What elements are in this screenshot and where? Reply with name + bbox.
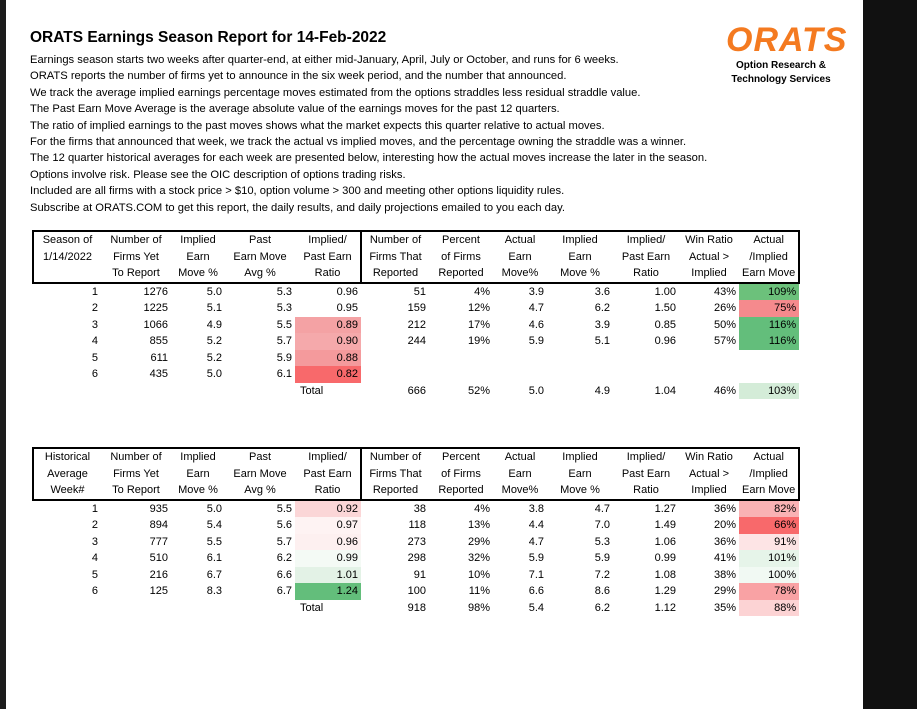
column-header: Actual > (688, 250, 730, 263)
table-cell: 4.7 (594, 502, 610, 515)
table-cell: 6.2 (594, 302, 610, 315)
column-header: Week# (33, 482, 101, 500)
empty-cell (171, 600, 225, 617)
total-cell: 98% (467, 601, 490, 614)
table-cell: 5.7 (276, 335, 292, 348)
table-cell: 51 (413, 285, 426, 298)
table-cell: 1.24 (295, 583, 361, 600)
column-header: Actual (739, 231, 799, 249)
table-cell: 0.90 (295, 333, 361, 350)
column-header: Avg % (225, 482, 295, 500)
table-cell: 5.2 (206, 351, 222, 364)
table-cell (429, 350, 493, 367)
column-header: Number of (101, 231, 171, 249)
intro-line: Options involve risk. Please see the OIC description of options trading risks. (30, 168, 406, 181)
column-header: Earn Move (233, 250, 287, 263)
table-cell: 5.3 (276, 302, 292, 315)
table-cell: 100 (407, 585, 426, 598)
table-cell: 29% (713, 585, 736, 598)
total-cell: 1.12 (654, 601, 676, 614)
table-cell: 43% (713, 285, 736, 298)
column-header: Firms Yet (113, 250, 159, 263)
table-cell: 10% (467, 568, 490, 581)
table-cell: 777 (149, 535, 168, 548)
intro-line: The ratio of implied earnings to the past moves shows what the market expects this quarter relative to actual moves. (30, 119, 605, 132)
table-cell: 1276 (143, 285, 168, 298)
table-row (33, 333, 799, 350)
table-cell: 5.9 (528, 335, 544, 348)
header-row (33, 466, 799, 483)
column-header: Firms That (369, 467, 422, 480)
total-label: Total (300, 384, 324, 397)
table-cell: 1.50 (654, 302, 676, 315)
table-cell: 6.7 (206, 568, 222, 581)
table-cell: 12% (467, 302, 490, 315)
table-cell: 1.01 (295, 567, 361, 584)
table-cell: 7.2 (594, 568, 610, 581)
table-cell: 6.1 (206, 552, 222, 565)
table-cell: 0.92 (295, 500, 361, 518)
table-cell: 1.00 (654, 285, 676, 298)
table-cell: 6.2 (276, 552, 292, 565)
table-cell: 5.9 (594, 552, 610, 565)
table-cell: 2 (91, 519, 98, 532)
table-cell: 6 (91, 368, 98, 381)
total-cell: 88% (739, 600, 799, 617)
table-row (33, 500, 799, 518)
column-header: Implied/ (295, 448, 361, 466)
table-cell: 5.3 (276, 285, 292, 298)
table-cell: 4% (474, 285, 490, 298)
table-cell: 57% (713, 335, 736, 348)
header-row (33, 265, 799, 283)
table-cell: 3 (91, 318, 98, 331)
table-cell: 78% (739, 583, 799, 600)
intro-line: ORATS reports the number of firms yet to announce in the six week period, and the number that announced. (30, 70, 567, 83)
column-header: /Implied (739, 466, 799, 483)
table-cell: 3.9 (528, 285, 544, 298)
table-cell: 5.0 (206, 368, 222, 381)
table-cell: 1 (91, 285, 98, 298)
table-cell: 5.5 (276, 502, 292, 515)
intro-text (30, 52, 750, 216)
table-row (33, 567, 799, 584)
intro-line: We track the average implied earnings percentage moves estimated from the options straddles less residual straddle value. (30, 86, 641, 99)
column-header: Implied (679, 265, 739, 283)
column-header: Percent (429, 448, 493, 466)
empty-cell (171, 383, 225, 400)
logo-mark: ORATS (726, 21, 848, 59)
column-header: Earn Move (739, 265, 799, 283)
table-row (33, 350, 799, 367)
table-cell: 91% (739, 534, 799, 551)
report-page (6, 0, 863, 709)
table-cell: 894 (149, 519, 168, 532)
table-cell: 6.1 (276, 368, 292, 381)
column-header: Past Earn (621, 250, 671, 263)
table-cell: 5 (91, 351, 98, 364)
intro-line: Earnings season starts two weeks after quarter-end, at either mid-January, April, July or October, and runs for 6 weeks. (30, 54, 619, 66)
column-header: Earn (186, 250, 210, 263)
table-cell: 5.9 (276, 351, 292, 364)
column-header: Earn (186, 467, 210, 480)
column-header: To Report (101, 482, 171, 500)
table-cell: 116% (739, 317, 799, 334)
column-header: Firms That (369, 250, 422, 263)
total-cell: 35% (713, 601, 736, 614)
logo-line1: Option Research & (735, 60, 827, 71)
column-header: Implied (171, 448, 225, 466)
column-header: Implied/ (613, 448, 679, 466)
column-header: To Report (101, 265, 171, 283)
column-header: Average (33, 466, 101, 483)
column-header: Move % (171, 482, 225, 500)
total-cell: 103% (739, 383, 799, 400)
table-cell: 4 (91, 552, 98, 565)
table-cell: 1.08 (654, 568, 676, 581)
column-header: Win Ratio (679, 231, 739, 249)
column-header: Implied/ (613, 231, 679, 249)
table-row (33, 583, 799, 600)
table-cell: 159 (407, 302, 426, 315)
column-header: Firms Yet (113, 467, 159, 480)
column-header: Move % (171, 265, 225, 283)
column-header: /Implied (739, 249, 799, 266)
table-cell (613, 350, 679, 367)
column-header: Ratio (613, 482, 679, 500)
table-cell: 1.27 (654, 502, 676, 515)
table-cell: 50% (713, 318, 736, 331)
table-cell: 19% (467, 335, 490, 348)
historical-average-table (32, 447, 800, 616)
empty-cell (101, 600, 171, 617)
column-header: Avg % (225, 265, 295, 283)
column-header: Implied/ (295, 231, 361, 249)
table-cell (493, 366, 547, 383)
table-cell: 32% (467, 552, 490, 565)
column-header: Reported (429, 482, 493, 500)
column-header: of Firms (441, 467, 481, 480)
column-header: Actual (493, 448, 547, 466)
table-cell: 3.8 (528, 502, 544, 515)
table-cell: 935 (149, 502, 168, 515)
table-cell: 5.1 (594, 335, 610, 348)
table-cell: 5.0 (206, 502, 222, 515)
column-header: Ratio (613, 265, 679, 283)
table-cell: 82% (739, 500, 799, 518)
intro-line: The 12 quarter historical averages for each week are presented below, interesting how the actual moves increase the later in the season. (30, 152, 708, 165)
total-row (33, 383, 799, 400)
table-cell: 510 (149, 552, 168, 565)
intro-line: Included are all firms with a stock price > $10, option volume > 300 and meeting other options liquidity rules. (30, 185, 565, 198)
table-cell: 8.3 (206, 585, 222, 598)
total-cell: 666 (407, 384, 426, 397)
table-cell: 0.96 (295, 534, 361, 551)
column-header: Earn Move (233, 467, 287, 480)
table-cell: 17% (467, 318, 490, 331)
logo-line2: Technology Services (731, 74, 831, 85)
table-cell: 5.4 (206, 519, 222, 532)
column-header: Past Earn (621, 467, 671, 480)
table-cell: 4.4 (528, 519, 544, 532)
table-cell: 244 (407, 335, 426, 348)
table-cell: 5.3 (594, 535, 610, 548)
intro-line: For the firms that announced that week, we track the actual vs implied moves, and the percentage owning the straddle was a winner. (30, 136, 687, 149)
table-cell: 41% (713, 552, 736, 565)
column-header: Move% (493, 265, 547, 283)
table-cell: 8.6 (594, 585, 610, 598)
table-cell: 5.2 (206, 335, 222, 348)
total-cell: 4.9 (594, 384, 610, 397)
table-cell: 38% (713, 568, 736, 581)
table-cell: 4.6 (528, 318, 544, 331)
column-header: Earn (508, 250, 532, 263)
table-cell: 611 (150, 351, 168, 364)
table-cell: 7.0 (594, 519, 610, 532)
column-header: Win Ratio (679, 448, 739, 466)
table-cell: 5.5 (206, 535, 222, 548)
table-cell: 855 (149, 335, 168, 348)
table-cell: 1.06 (654, 535, 676, 548)
column-header: Reported (361, 265, 429, 283)
column-header: Number of (361, 448, 429, 466)
table-cell: 1.49 (654, 519, 676, 532)
column-header: Actual (493, 231, 547, 249)
column-header: Past Earn (295, 249, 361, 266)
table-row (33, 300, 799, 317)
total-cell: 6.2 (594, 601, 610, 614)
column-header: Implied (171, 231, 225, 249)
table-cell: 4% (474, 502, 490, 515)
table-cell: 5 (91, 568, 98, 581)
column-header: Past (225, 448, 295, 466)
column-header: Number of (101, 448, 171, 466)
table-cell (613, 366, 679, 383)
table-cell: 5.7 (276, 535, 292, 548)
table-cell (679, 366, 739, 383)
table-cell: 0.99 (654, 552, 676, 565)
header-row (33, 231, 799, 249)
table-cell: 0.99 (295, 550, 361, 567)
table-cell: 75% (739, 300, 799, 317)
column-header: Earn (508, 467, 532, 480)
column-header (33, 265, 101, 283)
table-cell (679, 350, 739, 367)
table-cell: 1066 (143, 318, 168, 331)
table-cell: 36% (713, 535, 736, 548)
table-cell: 3.6 (594, 285, 610, 298)
header-row (33, 448, 799, 466)
table-row (33, 283, 799, 301)
column-header: Implied (547, 448, 613, 466)
header-row (33, 482, 799, 500)
column-header: Historical (33, 448, 101, 466)
column-header: Move % (547, 482, 613, 500)
table-cell: 4.7 (528, 535, 544, 548)
table-cell: 6.6 (528, 585, 544, 598)
total-cell: 46% (713, 384, 736, 397)
table-cell: 20% (713, 519, 736, 532)
table-cell: 100% (739, 567, 799, 584)
table-cell: 6.6 (276, 568, 292, 581)
total-cell: 5.4 (528, 601, 544, 614)
orats-logo (726, 21, 848, 86)
table-cell: 91 (413, 568, 426, 581)
total-cell: 5.0 (528, 384, 544, 397)
season-table (32, 230, 800, 399)
table-cell: 5.5 (276, 318, 292, 331)
empty-cell (101, 383, 171, 400)
column-header: Number of (361, 231, 429, 249)
table-cell: 273 (407, 535, 426, 548)
table-cell: 0.96 (336, 285, 358, 298)
column-header: Move % (547, 265, 613, 283)
table-cell: 216 (149, 568, 168, 581)
table-cell: 0.97 (295, 517, 361, 534)
table-cell: 4 (91, 335, 98, 348)
table-cell: 0.95 (336, 302, 358, 315)
table-cell (739, 366, 799, 383)
table-cell: 2 (91, 302, 98, 315)
header-row (33, 249, 799, 266)
total-cell: 1.04 (654, 384, 676, 397)
column-header: Implied (679, 482, 739, 500)
intro-line: The Past Earn Move Average is the average absolute value of the earnings moves for the past 12 quarters. (30, 103, 560, 116)
column-header: Ratio (295, 265, 361, 283)
column-header: 1/14/2022 (33, 249, 101, 266)
table-cell: 5.1 (206, 302, 222, 315)
table-cell: 29% (467, 535, 490, 548)
total-row (33, 600, 799, 617)
table-cell: 4.7 (528, 302, 544, 315)
table-cell: 0.89 (295, 317, 361, 334)
column-header: Earn (568, 467, 592, 480)
total-cell: 918 (407, 601, 426, 614)
column-header: Reported (429, 265, 493, 283)
table-cell: 109% (739, 283, 799, 301)
table-cell: 38 (413, 502, 426, 515)
table-cell: 13% (467, 519, 490, 532)
empty-cell (33, 383, 101, 400)
right-window-edge (863, 0, 917, 709)
table-cell: 125 (149, 585, 168, 598)
table-cell: 5.6 (276, 519, 292, 532)
table-cell: 1 (91, 502, 98, 515)
column-header: Earn Move (739, 482, 799, 500)
table-cell: 5.0 (206, 285, 222, 298)
table-cell: 26% (713, 302, 736, 315)
column-header: Ratio (295, 482, 361, 500)
table-cell: 435 (149, 368, 168, 381)
table-cell: 3 (91, 535, 98, 548)
column-header: Past (225, 231, 295, 249)
table-cell: 4.9 (206, 318, 222, 331)
table-cell: 116% (739, 333, 799, 350)
table-cell: 101% (739, 550, 799, 567)
table-cell (493, 350, 547, 367)
table-row (33, 550, 799, 567)
column-header: Actual (739, 448, 799, 466)
table-cell (739, 350, 799, 367)
total-cell: 52% (467, 384, 490, 397)
table-cell: 7.1 (528, 568, 544, 581)
table-cell: 298 (407, 552, 426, 565)
empty-cell (33, 600, 101, 617)
column-header: Actual > (688, 467, 730, 480)
table-cell: 5.9 (528, 552, 544, 565)
table-cell: 66% (739, 517, 799, 534)
column-header: Move% (493, 482, 547, 500)
table-cell: 0.96 (654, 335, 676, 348)
table-cell: 36% (713, 502, 736, 515)
table-cell (361, 350, 429, 367)
column-header: of Firms (441, 250, 481, 263)
table-row (33, 517, 799, 534)
table-cell: 0.88 (295, 350, 361, 367)
intro-line: Subscribe at ORATS.COM to get this report, the daily results, and daily projections emailed to you each day. (30, 201, 565, 214)
empty-cell (225, 600, 295, 617)
table-row (33, 534, 799, 551)
column-header: Season of (33, 231, 101, 249)
column-header: Reported (361, 482, 429, 500)
table-cell: 0.85 (654, 318, 676, 331)
table-cell: 1.29 (654, 585, 676, 598)
column-header: Percent (429, 231, 493, 249)
table-cell (547, 366, 613, 383)
empty-cell (225, 383, 295, 400)
table-cell: 6 (91, 585, 98, 598)
table-cell: 11% (468, 585, 490, 598)
report-title: ORATS Earnings Season Report for 14-Feb-2022 (30, 29, 387, 46)
table-cell (429, 366, 493, 383)
table-row (33, 366, 799, 383)
column-header: Implied (547, 231, 613, 249)
column-header: Past Earn (295, 466, 361, 483)
table-cell (547, 350, 613, 367)
table-cell: 118 (408, 519, 426, 532)
table-cell: 6.7 (276, 585, 292, 598)
table-cell: 3.9 (594, 318, 610, 331)
total-label: Total (300, 601, 324, 614)
table-cell: 212 (407, 318, 426, 331)
table-cell: 0.82 (295, 366, 361, 383)
table-cell: 1225 (143, 302, 168, 315)
column-header: Earn (568, 250, 592, 263)
table-row (33, 317, 799, 334)
table-cell (361, 366, 429, 383)
